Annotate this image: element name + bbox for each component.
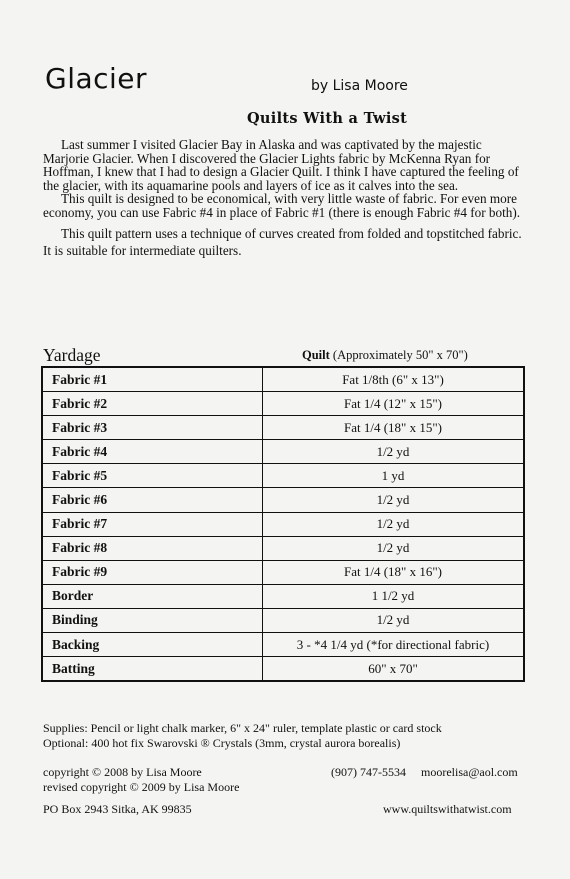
material-name: Fabric #8 — [42, 536, 263, 560]
copyright-line: copyright © 2008 by Lisa Moore — [43, 765, 202, 779]
material-name: Fabric #1 — [42, 367, 263, 392]
material-amount: 1/2 yd — [263, 608, 525, 632]
table-row — [42, 367, 524, 392]
table-row — [42, 392, 524, 416]
table-row — [42, 608, 524, 632]
material-name: Fabric #3 — [42, 416, 263, 440]
material-name: Border — [42, 584, 263, 608]
material-name: Backing — [42, 633, 263, 657]
material-name: Fabric #4 — [42, 440, 263, 464]
material-name: Binding — [42, 608, 263, 632]
table-row — [42, 536, 524, 560]
material-amount: 1 yd — [263, 464, 525, 488]
intro-paragraph: This quilt pattern uses a technique of curves created from folded and topstitched fabric. It is suitable for intermediate quilters. — [43, 226, 522, 258]
material-amount: 1/2 yd — [263, 440, 525, 464]
table-row — [42, 416, 524, 440]
material-amount: 60" x 70" — [263, 657, 525, 682]
intro-paragraph: Last summer I visited Glacier Bay in Alaska and was captivated by the majestic Marjorie Glacier. When I discovered the Glacier Lights fabric by McKenna Ryan for Hoffman, I knew that I had to design a Glacier Quilt. I think I have captured the feeling of the glacier, with its aquamarine pools and layers of ice as it calves into the sea. — [43, 137, 519, 193]
material-name: Fabric #2 — [42, 392, 263, 416]
table-row — [42, 633, 524, 657]
material-amount: Fat 1/4 (18" x 15") — [263, 416, 525, 440]
material-amount: 1/2 yd — [263, 512, 525, 536]
revised-copyright-line: revised copyright © 2009 by Lisa Moore — [43, 780, 240, 794]
material-amount: 1 1/2 yd — [263, 584, 525, 608]
mailing-address: PO Box 2943 Sitka, AK 99835 — [43, 802, 192, 816]
material-name: Batting — [42, 657, 263, 682]
supplies-line: Supplies: Pencil or light chalk marker, 6" x 24" ruler, template plastic or card stock — [43, 721, 442, 735]
material-amount: Fat 1/4 (18" x 16") — [263, 560, 525, 584]
material-amount: 1/2 yd — [263, 536, 525, 560]
material-amount: 1/2 yd — [263, 488, 525, 512]
material-name: Fabric #6 — [42, 488, 263, 512]
material-amount: Fat 1/8th (6" x 13") — [263, 367, 525, 392]
phone-number: (907) 747-5534 — [331, 765, 406, 779]
yardage-heading: Yardage — [43, 345, 101, 365]
author-byline: by Lisa Moore — [311, 78, 408, 94]
optional-line: Optional: 400 hot fix Swarovski ® Crystals (3mm, crystal aurora borealis) — [43, 735, 401, 750]
material-name: Fabric #7 — [42, 512, 263, 536]
table-row — [42, 464, 524, 488]
quilt-label: Quilt — [302, 348, 330, 362]
copyright-block — [43, 765, 239, 795]
table-row — [42, 584, 524, 608]
material-name: Fabric #5 — [42, 464, 263, 488]
quilt-column-heading — [302, 348, 468, 363]
pattern-title: Glacier — [45, 62, 148, 95]
email-address[interactable]: moorelisa@aol.com — [421, 765, 518, 779]
quilt-size-note: (Approximately 50" x 70") — [332, 348, 468, 362]
yardage-table — [41, 366, 525, 682]
table-row — [42, 657, 524, 682]
intro-text — [43, 138, 525, 259]
table-row — [42, 512, 524, 536]
contact-info — [331, 765, 518, 780]
material-amount: Fat 1/4 (12" x 15") — [263, 392, 525, 416]
table-row — [42, 560, 524, 584]
supplies-list — [43, 721, 442, 750]
brand-name: Quilts With a Twist — [247, 110, 408, 127]
table-row — [42, 440, 524, 464]
material-name: Fabric #9 — [42, 560, 263, 584]
table-row — [42, 488, 524, 512]
website-link[interactable]: www.quiltswithatwist.com — [383, 802, 512, 816]
intro-paragraph: This quilt is designed to be economical, with very little waste of fabric. For even more economy, you can use Fabric #4 in place of Fabric #1 (there is enough Fabric #4 for both). — [43, 191, 521, 220]
material-amount: 3 - *4 1/4 yd (*for directional fabric) — [263, 633, 525, 657]
